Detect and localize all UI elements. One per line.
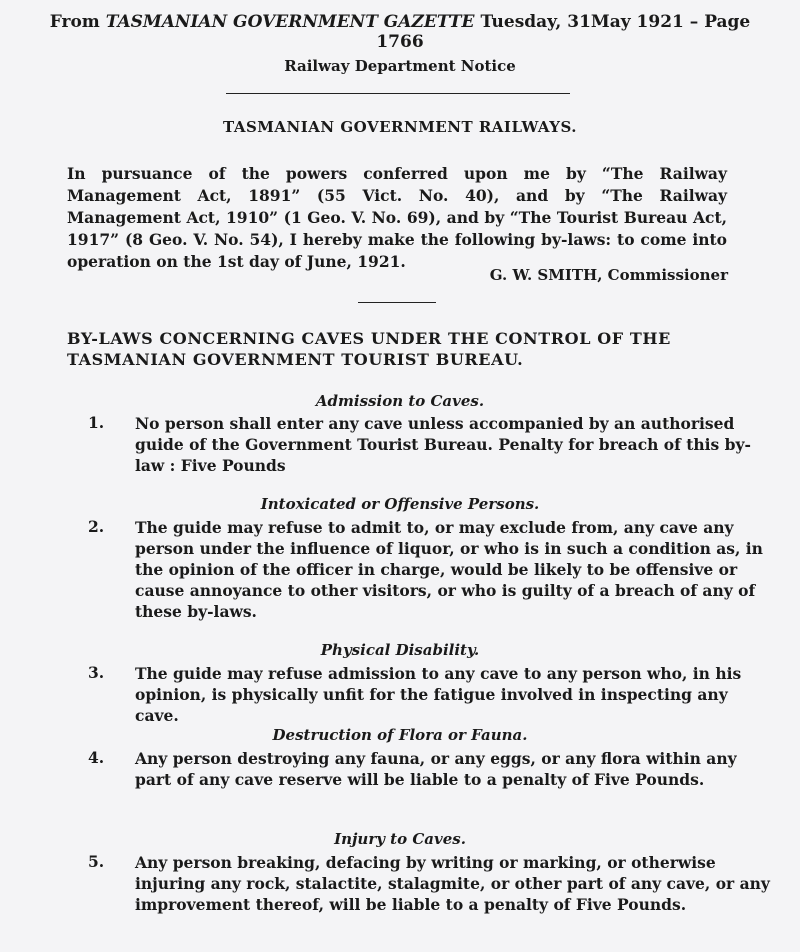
section-number: 4.	[88, 748, 105, 767]
section-number: 1.	[88, 413, 105, 432]
section-heading: Destruction of Flora or Fauna.	[272, 726, 528, 744]
publication-date-page: Tuesday, 31May 1921 – Page 1766	[376, 12, 751, 52]
section-text: Any person breaking, defacing by writing or marking, or otherwise injuring any rock, stalactite, stalagmite, or other part of any cave, or any improvement thereof, will be liable to a penalty of Five Pounds.	[135, 853, 770, 914]
section-heading: Intoxicated or Offensive Persons.	[260, 495, 540, 513]
notice-title: Railway Department Notice	[284, 57, 516, 75]
signature: G. W. SMITH, Commissioner	[489, 266, 728, 284]
divider-short	[358, 302, 436, 303]
section-heading: Physical Disability.	[320, 641, 480, 659]
bylaws-heading: BY-LAWS CONCERNING CAVES UNDER THE CONTROL OF THE TASMANIAN GOVERNMENT TOURIST BUREAU.	[67, 329, 671, 369]
section-number: 3.	[88, 663, 105, 682]
publication-name: TASMANIAN GOVERNMENT GAZETTE	[105, 12, 475, 32]
section-heading: Admission to Caves.	[315, 392, 485, 410]
section-text: Any person destroying any fauna, or any eggs, or any flora within any part of any cave reserve will be liable to a penalty of Five Pounds.	[135, 749, 737, 789]
section-number: 5.	[88, 852, 105, 871]
section-heading: Injury to Caves.	[334, 830, 466, 848]
section-text: The guide may refuse to admit to, or may exclude from, any cave any person under the influence of liquor, or who is in such a condition as, in the opinion of the officer in charge, would be likely to be offensive or cause annoyance to other visitors, or who is guilty of a breach of any of these by-laws.	[135, 518, 763, 621]
source-line	[30, 12, 770, 52]
section-text: No person shall enter any cave unless accompanied by an authorised guide of the Government Tourist Bureau. Penalty for breach of this by-law : Five Pounds	[135, 414, 751, 475]
divider-top	[226, 93, 570, 94]
preamble-paragraph: In pursuance of the powers conferred upon me by “The Railway Management Act, 1891” (55 Vict. No. 40), and by “The Railway Management Act, 1910” (1 Geo. V. No. 69), and by “The Tourist Bureau Act, 1917” (8 Geo. V. No. 54), I hereby make the following by-laws: to come into operation on the 1st day of June, 1921.	[67, 164, 727, 271]
source-prefix: From	[49, 12, 100, 32]
section-text: The guide may refuse admission to any cave to any person who, in his opinion, is physically unfit for the fatigue involved in inspecting any cave.	[135, 664, 742, 725]
section-number: 2.	[88, 517, 105, 536]
main-title: TASMANIAN GOVERNMENT RAILWAYS.	[222, 118, 577, 136]
